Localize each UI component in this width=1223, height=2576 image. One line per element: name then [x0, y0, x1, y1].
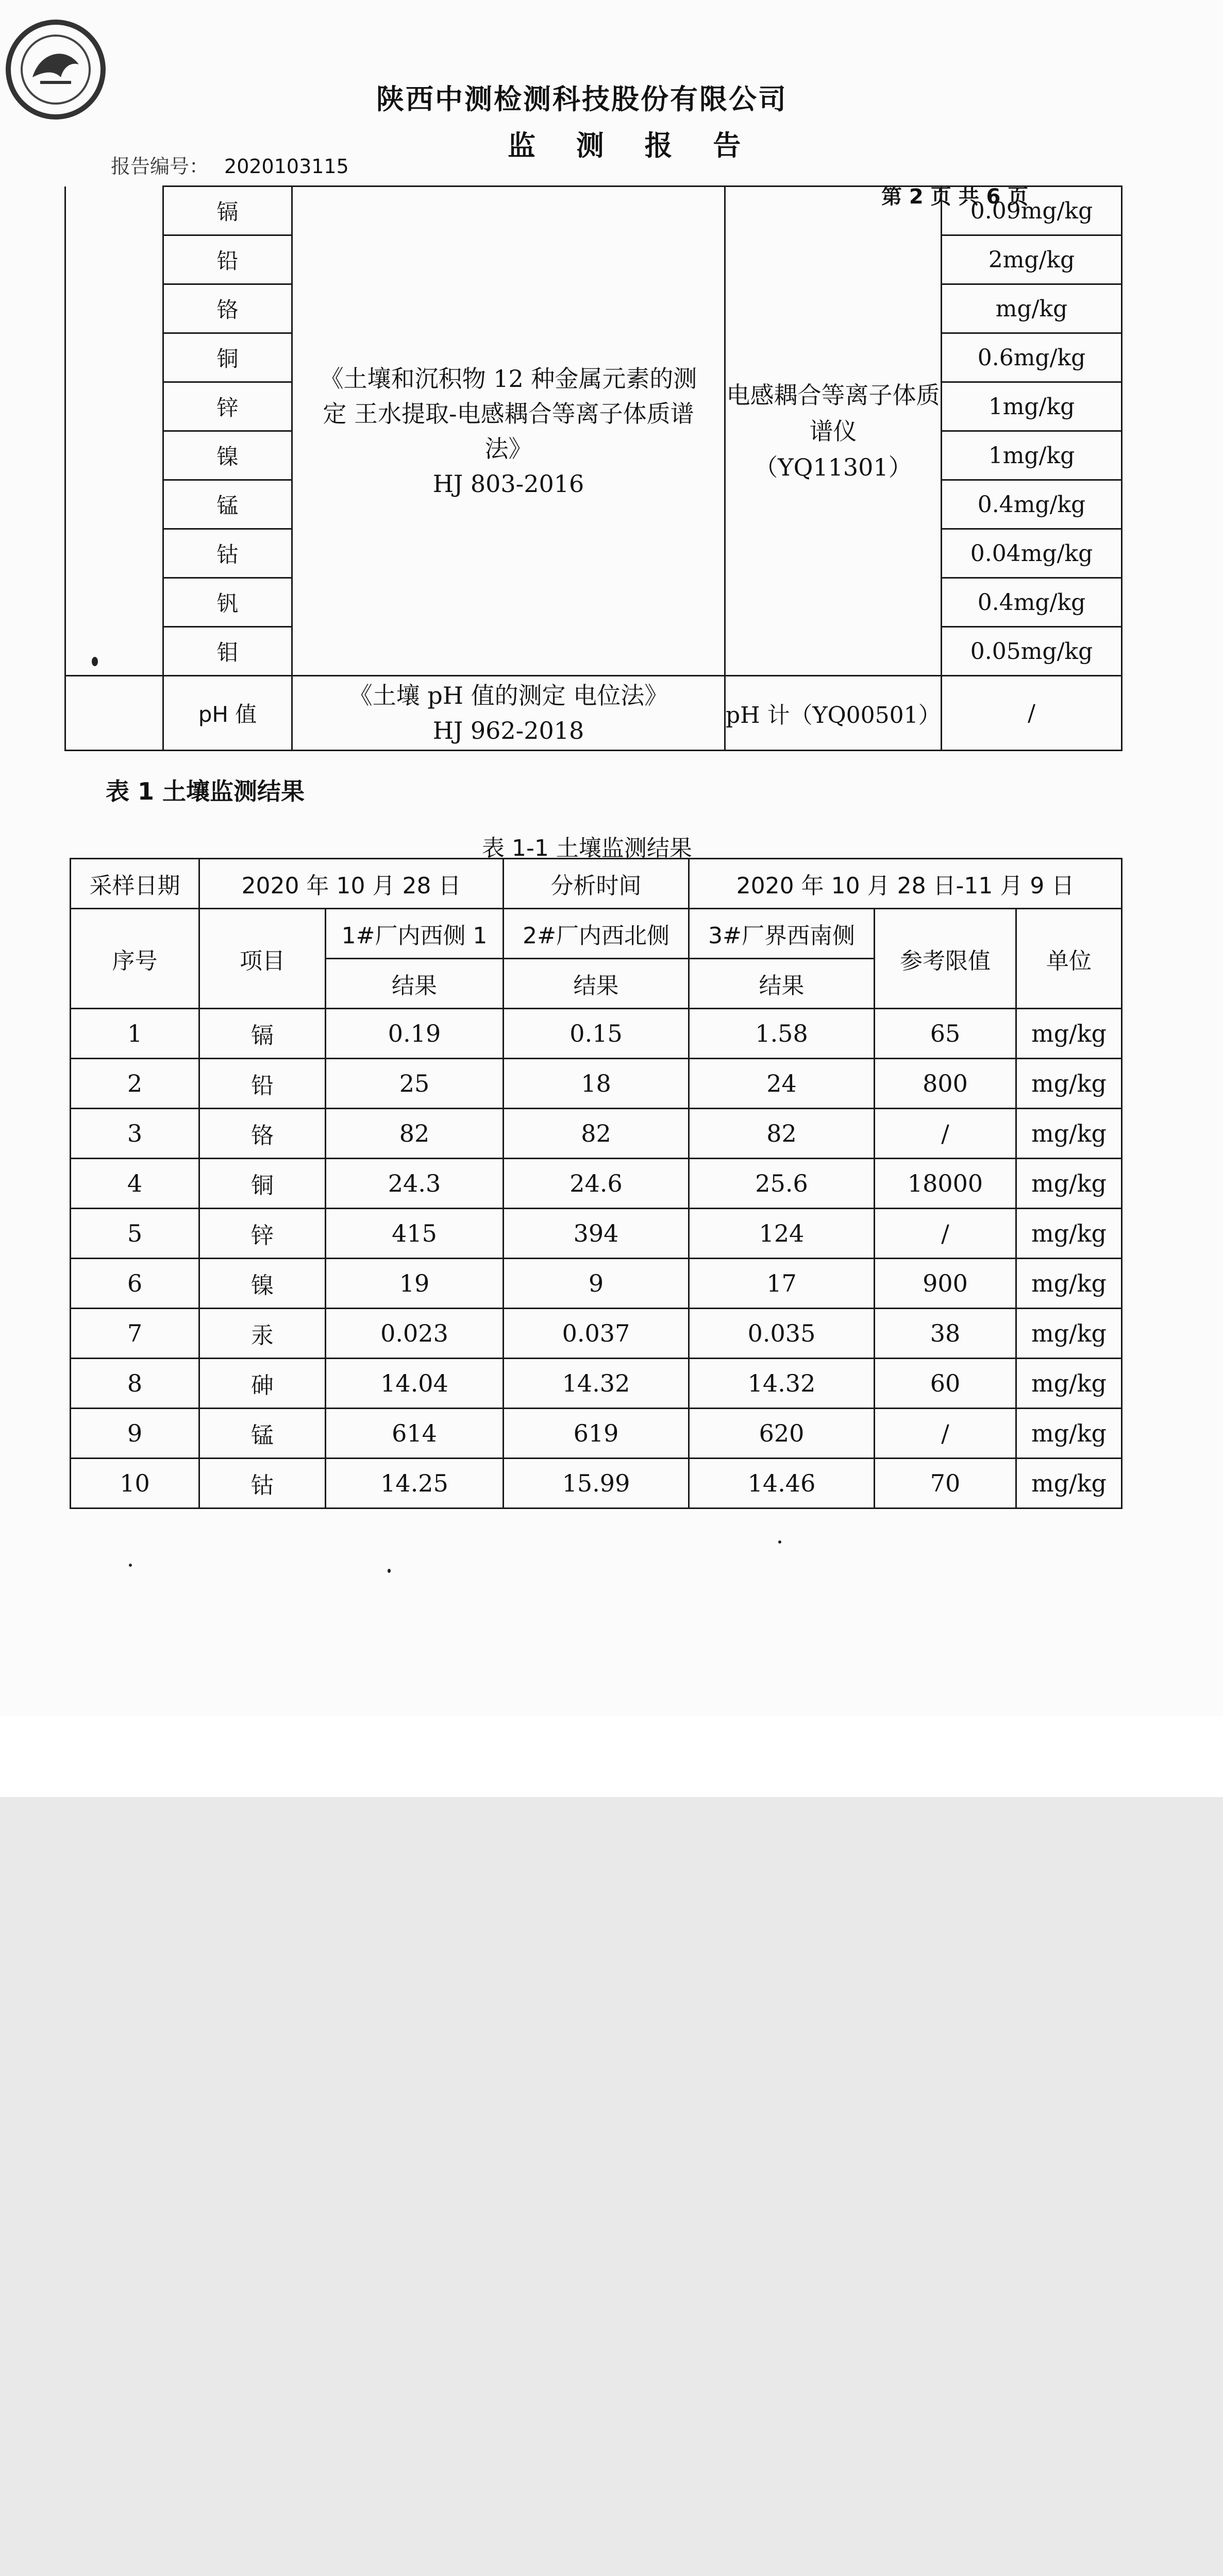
result-site-1: 614	[326, 1409, 504, 1459]
col-header-unit: 单位	[1016, 909, 1122, 1009]
result-site-3: 1.58	[689, 1009, 875, 1059]
ph-left-blank	[65, 676, 163, 751]
result-label: 结果	[326, 959, 504, 1009]
row-number: 3	[71, 1109, 199, 1159]
col-header-item: 项目	[199, 909, 326, 1009]
row-unit: mg/kg	[1016, 1109, 1122, 1159]
sampling-date-label: 采样日期	[71, 859, 199, 909]
site-header: 2#厂内西北侧	[504, 909, 689, 959]
scan-speck	[92, 657, 98, 666]
result-label: 结果	[504, 959, 689, 1009]
row-unit: mg/kg	[1016, 1359, 1122, 1409]
col-header-no: 序号	[71, 909, 199, 1009]
reference-limit: /	[875, 1109, 1016, 1159]
method-text: 《土壤和沉积物 12 种金属元素的测定 王水提取-电感耦合等离子体质谱法》	[320, 364, 697, 463]
row-item: 锌	[199, 1209, 326, 1259]
table-row	[71, 1209, 1122, 1259]
row-unit: mg/kg	[1016, 1009, 1122, 1059]
methods-left-blank	[65, 187, 163, 676]
ph-method-code: HJ 962-2018	[432, 717, 584, 744]
result-site-2: 18	[504, 1059, 689, 1109]
site-header: 1#厂内西侧 1	[326, 909, 504, 959]
result-site-1: 14.04	[326, 1359, 504, 1409]
result-site-1: 82	[326, 1109, 504, 1159]
result-rows	[71, 1009, 1122, 1509]
result-site-2: 24.6	[504, 1159, 689, 1209]
result-site-2: 15.99	[504, 1459, 689, 1509]
method-cell	[292, 187, 725, 676]
table-row	[71, 1309, 1122, 1359]
report-number	[111, 150, 349, 179]
section-title: 表 1 土壤监测结果	[106, 777, 305, 805]
scanner-footer	[0, 1716, 1223, 1797]
result-site-3: 124	[689, 1209, 875, 1259]
page-number: 第 2 页 共 6 页	[881, 185, 1029, 209]
report-title: 监 测 报 告	[508, 129, 757, 162]
detection-limit: 0.04mg/kg	[942, 529, 1122, 578]
instrument-cell	[725, 187, 942, 676]
detection-limit: 0.4mg/kg	[942, 578, 1122, 627]
row-item: 钴	[199, 1459, 326, 1509]
method-element: 铬	[163, 284, 292, 333]
ph-method-cell	[292, 676, 725, 751]
methods-table	[64, 185, 1123, 751]
result-site-2: 619	[504, 1409, 689, 1459]
detection-limit: 0.05mg/kg	[942, 627, 1122, 676]
result-site-1: 24.3	[326, 1159, 504, 1209]
row-unit: mg/kg	[1016, 1409, 1122, 1459]
row-number: 4	[71, 1159, 199, 1209]
instrument-id: （YQ11301）	[754, 453, 912, 481]
detection-limit: 0.6mg/kg	[942, 333, 1122, 382]
reference-limit: 38	[875, 1309, 1016, 1359]
report-number-label: 报告编号：	[111, 155, 209, 178]
report-number-value: 2020103115	[224, 155, 349, 178]
result-site-3: 82	[689, 1109, 875, 1159]
result-site-2: 82	[504, 1109, 689, 1159]
reference-limit: 18000	[875, 1159, 1016, 1209]
table-row	[71, 1059, 1122, 1109]
detection-limit: 0.4mg/kg	[942, 480, 1122, 529]
row-number: 6	[71, 1259, 199, 1309]
method-code: HJ 803-2016	[432, 469, 584, 498]
detection-limit: 2mg/kg	[942, 235, 1122, 284]
row-number: 10	[71, 1459, 199, 1509]
scan-speck	[388, 1569, 391, 1573]
ph-method: 《土壤 pH 值的测定 电位法》	[348, 682, 668, 709]
company-name: 陕西中测检测科技股份有限公司	[376, 83, 788, 115]
row-unit: mg/kg	[1016, 1259, 1122, 1309]
analysis-time: 2020 年 10 月 28 日-11 月 9 日	[689, 859, 1122, 909]
row-number: 5	[71, 1209, 199, 1259]
result-site-2: 0.037	[504, 1309, 689, 1359]
row-item: 铅	[199, 1059, 326, 1109]
method-element: 锌	[163, 382, 292, 431]
result-site-1: 0.19	[326, 1009, 504, 1059]
reference-limit: /	[875, 1409, 1016, 1459]
result-site-1: 415	[326, 1209, 504, 1259]
row-number: 7	[71, 1309, 199, 1359]
detection-limit: 0.09mg/kg	[942, 187, 1122, 235]
table-row	[71, 1359, 1122, 1409]
method-element: 镉	[163, 187, 292, 235]
method-element: 锰	[163, 480, 292, 529]
site-header: 3#厂界西南侧	[689, 909, 875, 959]
row-unit: mg/kg	[1016, 1309, 1122, 1359]
row-number: 2	[71, 1059, 199, 1109]
row-item: 砷	[199, 1359, 326, 1409]
row-item: 汞	[199, 1309, 326, 1359]
result-site-3: 0.035	[689, 1309, 875, 1359]
result-site-1: 25	[326, 1059, 504, 1109]
ph-item: pH 值	[163, 676, 292, 751]
table-row	[71, 1009, 1122, 1059]
table-row	[71, 1259, 1122, 1309]
row-number: 9	[71, 1409, 199, 1459]
result-site-3: 24	[689, 1059, 875, 1109]
result-site-2: 9	[504, 1259, 689, 1309]
reference-limit: 65	[875, 1009, 1016, 1059]
row-item: 铜	[199, 1159, 326, 1209]
result-site-3: 620	[689, 1409, 875, 1459]
result-site-3: 14.32	[689, 1359, 875, 1409]
table-row	[71, 1159, 1122, 1209]
ph-instrument: pH 计（YQ00501）	[725, 676, 942, 751]
result-site-2: 14.32	[504, 1359, 689, 1409]
instrument-name: 电感耦合等离子体质谱仪	[726, 381, 940, 445]
results-table	[70, 858, 1123, 1509]
analysis-time-label: 分析时间	[504, 859, 689, 909]
table-row	[71, 1109, 1122, 1159]
reference-limit: /	[875, 1209, 1016, 1259]
method-element: 镍	[163, 431, 292, 480]
table-caption: 表 1-1 土壤监测结果	[482, 835, 692, 861]
result-site-1: 19	[326, 1259, 504, 1309]
row-unit: mg/kg	[1016, 1059, 1122, 1109]
result-site-2: 394	[504, 1209, 689, 1259]
detection-limit: 1mg/kg	[942, 382, 1122, 431]
result-site-1: 0.023	[326, 1309, 504, 1359]
reference-limit: 900	[875, 1259, 1016, 1309]
result-site-1: 14.25	[326, 1459, 504, 1509]
row-item: 锰	[199, 1409, 326, 1459]
reference-limit: 70	[875, 1459, 1016, 1509]
row-number: 8	[71, 1359, 199, 1409]
table-row	[71, 1409, 1122, 1459]
method-element: 钼	[163, 627, 292, 676]
reference-limit: 60	[875, 1359, 1016, 1409]
table-row	[71, 1459, 1122, 1509]
row-unit: mg/kg	[1016, 1459, 1122, 1509]
method-element: 铜	[163, 333, 292, 382]
result-site-3: 17	[689, 1259, 875, 1309]
result-site-3: 14.46	[689, 1459, 875, 1509]
sampling-date: 2020 年 10 月 28 日	[199, 859, 504, 909]
method-element: 钴	[163, 529, 292, 578]
scan-speck	[129, 1564, 132, 1567]
col-header-ref: 参考限值	[875, 909, 1016, 1009]
result-label: 结果	[689, 959, 875, 1009]
row-item: 铬	[199, 1109, 326, 1159]
row-item: 镍	[199, 1259, 326, 1309]
method-element: 钒	[163, 578, 292, 627]
company-seal-icon	[4, 15, 107, 124]
result-site-2: 0.15	[504, 1009, 689, 1059]
detection-limit: mg/kg	[942, 284, 1122, 333]
scan-speck	[778, 1540, 781, 1544]
row-unit: mg/kg	[1016, 1159, 1122, 1209]
result-site-3: 25.6	[689, 1159, 875, 1209]
method-element: 铅	[163, 235, 292, 284]
row-number: 1	[71, 1009, 199, 1059]
row-item: 镉	[199, 1009, 326, 1059]
reference-limit: 800	[875, 1059, 1016, 1109]
row-unit: mg/kg	[1016, 1209, 1122, 1259]
detection-limit: 1mg/kg	[942, 431, 1122, 480]
ph-limit: /	[942, 676, 1122, 751]
